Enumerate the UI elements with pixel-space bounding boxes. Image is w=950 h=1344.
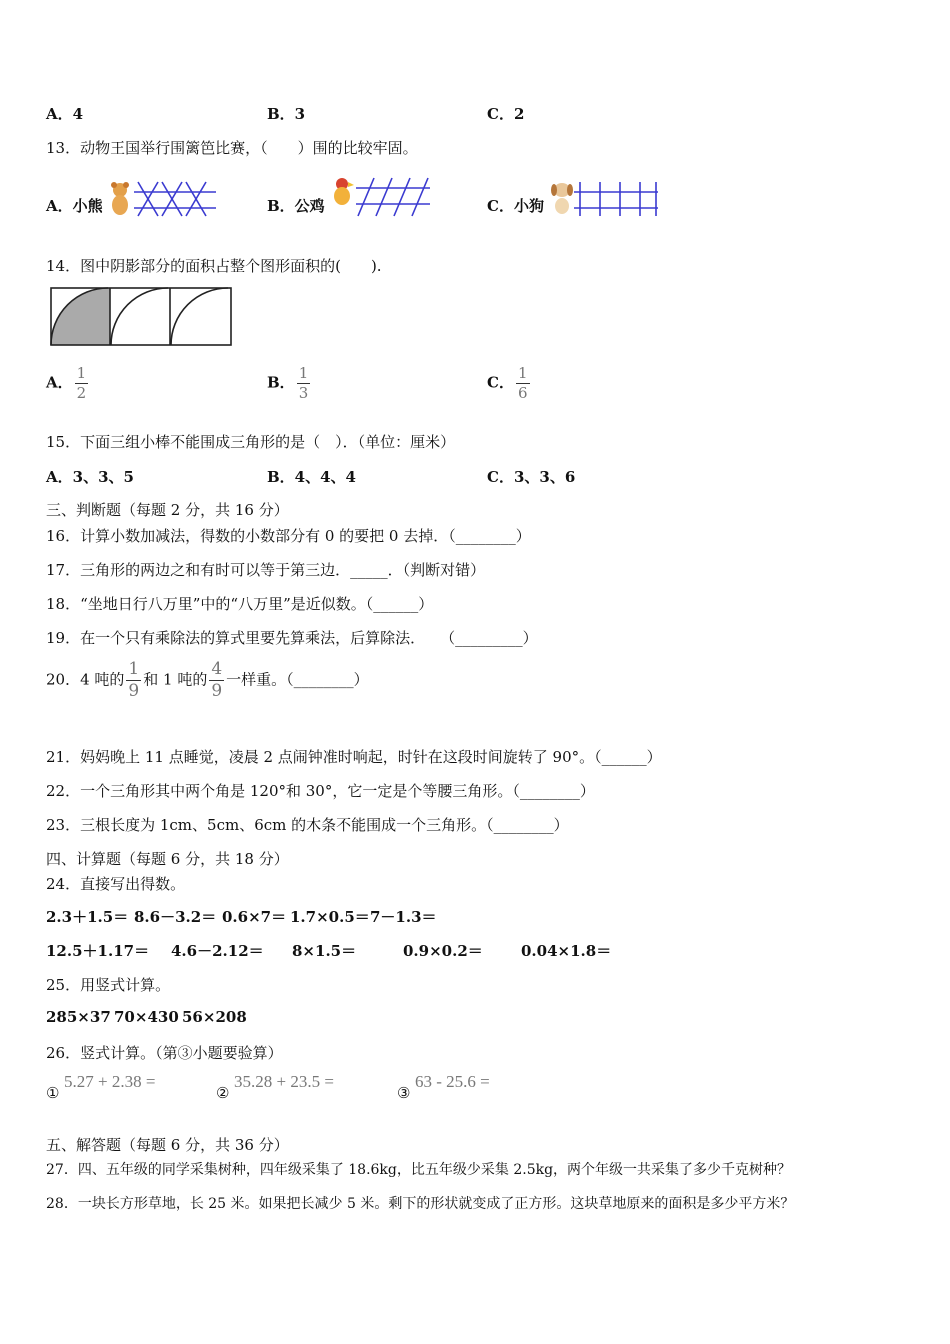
section-3-heading: 三、判断题（每题 2 分，共 16 分）	[46, 501, 289, 519]
q24-item: 8×1.5＝	[292, 942, 357, 960]
question-20	[46, 661, 369, 700]
q13-option-b: B．公鸡	[267, 197, 325, 215]
question-23: 23．三根长度为 1cm、5cm、6cm 的木条不能围成一个三角形。（________）	[46, 816, 569, 834]
bear-fence-picture	[106, 180, 218, 218]
q20-text-2: 和 1 吨的	[143, 670, 208, 689]
question-27: 27．四、五年级的同学采集树种，四年级采集了 18.6kg，比五年级少采集 2.5kg，两个年级一共采集了多少千克树种？	[46, 1162, 792, 1178]
q24-item: 2.3＋1.5＝	[46, 908, 129, 926]
q25-item: 56×208	[182, 1008, 247, 1026]
q24-item: 4.6－2.12＝	[171, 942, 264, 960]
q26-expression-1: 5.27 + 2.38 =	[64, 1072, 156, 1091]
question-19: 19．在一个只有乘除法的算式里要先算乘法，后算除法． （_________）	[46, 629, 538, 647]
q14-option-a	[46, 366, 90, 401]
q26-expression-3: 63 - 25.6 =	[415, 1072, 490, 1091]
fraction	[516, 366, 530, 401]
q25-item: 285×37	[46, 1008, 111, 1026]
question-15-stem: 15．下面三组小棒不能围成三角形的是（ ）．（单位：厘米）	[46, 433, 456, 451]
fraction	[209, 661, 224, 700]
option-c: C．2	[487, 105, 525, 123]
denominator: 9	[211, 681, 223, 701]
question-22: 22．一个三角形其中两个角是 120°和 30°，它一定是个等腰三角形。（________）	[46, 782, 595, 800]
q20-text-1: 20．4 吨的	[46, 670, 125, 689]
question-21: 21．妈妈晚上 11 点睡觉，凌晨 2 点闹钟准时响起，时针在这段时间旋转了 90°。（______）	[46, 748, 662, 766]
question-24-stem: 24．直接写出得数。	[46, 875, 186, 893]
dog-fence-picture	[548, 180, 660, 218]
q24-item: 8.6－3.2＝	[134, 908, 217, 926]
question-26-stem: 26．竖式计算。（第③小题要验算）	[46, 1044, 283, 1062]
q24-item: 0.04×1.8＝	[521, 942, 612, 960]
q13-option-c: C．小狗	[487, 197, 544, 215]
denominator: 6	[517, 384, 528, 402]
question-14-stem: 14．图中阴影部分的面积占整个图形面积的( ).	[46, 257, 382, 275]
q25-item: 70×430	[114, 1008, 179, 1026]
question-13-stem: 13．动物王国举行围篱笆比赛，（ ）围的比较牢固。	[46, 139, 418, 157]
q26-marker-2: ②	[216, 1084, 230, 1102]
shaded-squares-figure	[50, 287, 233, 347]
numerator: 1	[298, 364, 309, 382]
option-a: A．4	[46, 105, 84, 123]
q24-item: 7－1.3＝	[370, 908, 437, 926]
q13-option-a: A．小熊	[46, 197, 103, 215]
denominator: 2	[76, 384, 87, 402]
fraction	[75, 366, 89, 401]
fraction	[126, 661, 141, 700]
numerator: 4	[211, 659, 223, 679]
section-5-heading: 五、解答题（每题 6 分，共 36 分）	[46, 1136, 289, 1154]
q14-option-b	[267, 366, 312, 401]
numerator: 1	[517, 364, 528, 382]
question-25-stem: 25．用竖式计算。	[46, 976, 171, 994]
q20-text-3: 一样重。（________）	[226, 670, 369, 689]
q15-option-b: B．4、4、4	[267, 468, 356, 486]
q24-item: 1.7×0.5＝	[290, 908, 370, 926]
numerator: 1	[76, 364, 87, 382]
q26-marker-3: ③	[397, 1084, 411, 1102]
numerator: 1	[128, 659, 140, 679]
q15-option-c: C．3、3、6	[487, 468, 576, 486]
denominator: 9	[128, 681, 140, 701]
question-18: 18．“坐地日行八万里”中的“八万里”是近似数。（______）	[46, 595, 434, 613]
q24-item: 0.9×0.2＝	[403, 942, 483, 960]
option-letter: C．	[487, 373, 514, 392]
question-16: 16．计算小数加减法，得数的小数部分有 0 的要把 0 去掉．（________）	[46, 527, 531, 545]
rooster-fence-picture	[328, 174, 432, 218]
denominator: 3	[298, 384, 309, 402]
q24-item: 0.6×7＝	[222, 908, 287, 926]
option-letter: A．	[46, 373, 73, 392]
section-4-heading: 四、计算题（每题 6 分，共 18 分）	[46, 850, 289, 868]
q24-item: 12.5＋1.17＝	[46, 942, 150, 960]
q14-option-c	[487, 366, 532, 401]
q26-expression-2: 35.28 + 23.5 =	[234, 1072, 334, 1091]
q15-option-a: A．3、3、5	[46, 468, 134, 486]
question-28: 28．一块长方形草地，长 25 米。如果把长减少 5 米。剩下的形状就变成了正方形。这块草地原来的面积是多少平方米？	[46, 1196, 795, 1212]
question-17: 17．三角形的两边之和有时可以等于第三边．_____．（判断对错）	[46, 561, 486, 579]
option-b: B．3	[267, 105, 306, 123]
fraction	[297, 366, 311, 401]
q26-marker-1: ①	[46, 1084, 60, 1102]
option-letter: B．	[267, 373, 295, 392]
